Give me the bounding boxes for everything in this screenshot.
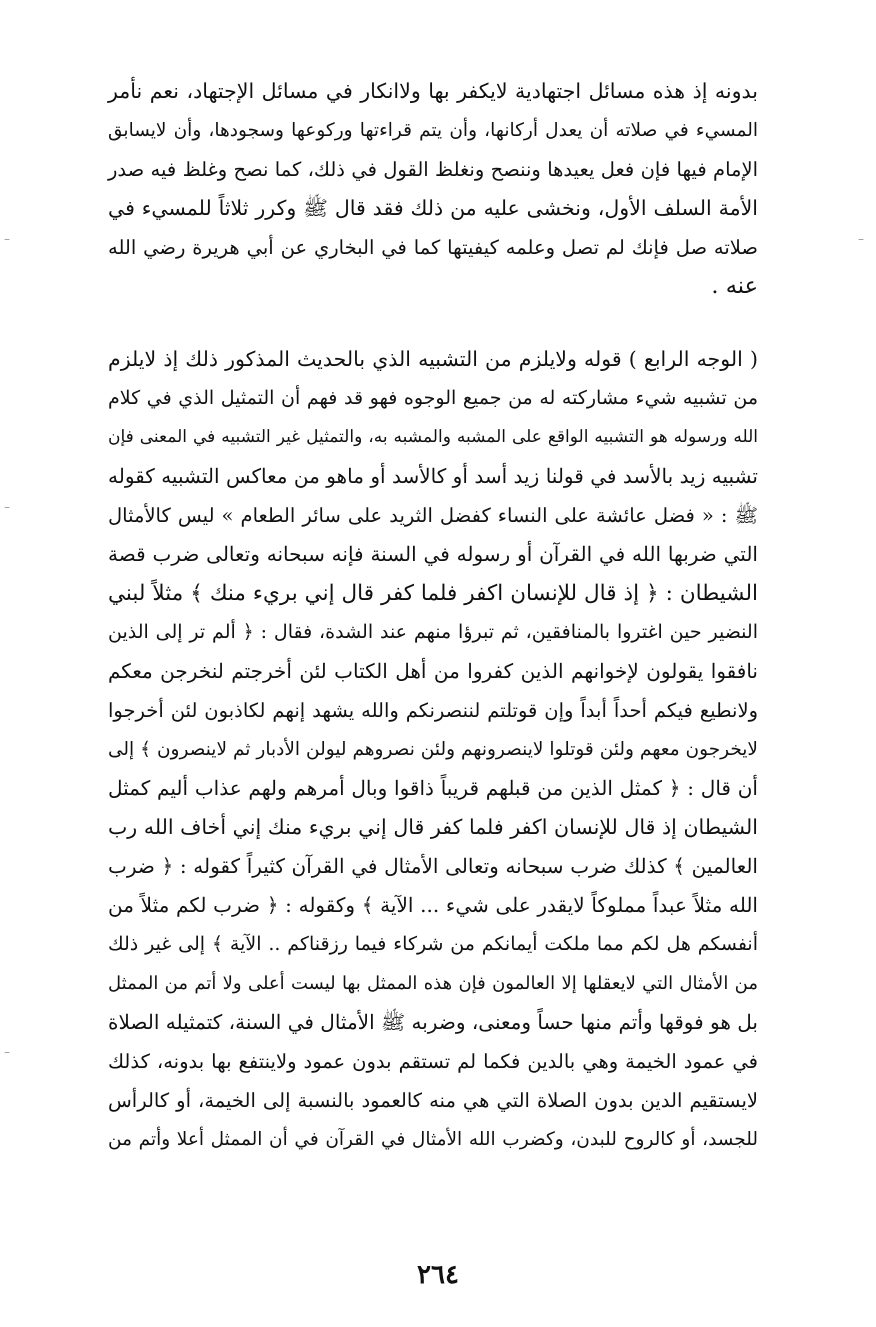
page-number: ٢٦٤ (417, 1260, 459, 1290)
text-line: للجسد، أو كالروح للبدن، وكضرب الله الأمثال في القرآن في أن الممثل أعلا وأتم من (108, 1129, 758, 1150)
text-line: صلاته صل فإنك لم تصل وعلمه كيفيتها كما في البخاري عن أبي هريرة رضي الله (108, 236, 758, 259)
margin-mark: – (4, 1045, 10, 1059)
text-line: في عمود الخيمة وهي بالدين فكما لم تستقم بدون عمود ولاينتفع بها بدونه، كذلك (108, 1050, 758, 1073)
text-line: النضير حين اغتروا بالمنافقين، ثم تبرؤا منهم عند الشدة، فقال : ﴿ ألم تر إلى الذين (108, 621, 758, 643)
text-line: الله ورسوله هو التشبيه الواقع على المشبه والمشبه به، والتمثيل غير التشبيه في المعنى فإن (108, 427, 758, 447)
text-line: ﷺ : « فضل عائشة على النساء كفضل الثريد على سائر الطعام » ليس كالأمثال (108, 504, 758, 527)
text-line: أنفسكم هل لكم مما ملكت أيمانكم من شركاء فيما رزقناكم .. الآية ﴾ إلى غير ذلك (108, 933, 758, 955)
text-line: نافقوا يقولون لإخوانهم الذين كفروا من أهل الكتاب لئن أخرجتم لنخرجن معكم (108, 659, 758, 683)
margin-mark: – (4, 232, 10, 246)
paragraph-2 (108, 340, 758, 1159)
text-line: ( الوجه الرابع ) قوله ولايلزم من التشبيه الذي بالحديث المذكور ذلك إذ لايلزم (108, 347, 758, 371)
text-line: التي ضربها الله في القرآن أو رسوله في السنة فإنه سبحانه وتعالى ضرب قصة (108, 542, 758, 566)
text-line: الإمام فيها فإن فعل يعيدها وننصح ونغلظ القول في ذلك، كما نصح وغلظ فيه صدر (108, 158, 758, 181)
text-line: ولانطيع فيكم أحداً أبداً وإن قوتلتم لننصرنكم والله يشهد إنهم لكاذبون لئن أخرجوا (108, 699, 758, 722)
text-line: تشبيه زيد بالأسد في قولنا زيد أسد أو كالأسد أو ماهو من معاكس التشبيه كقوله (108, 464, 758, 488)
text-line: بل هو فوقها وأتم منها حساً ومعنى، وضربه ﷺ الأمثال في السنة، كتمثيله الصلاة (108, 1010, 758, 1034)
text-line: الله مثلاً عبداً مملوكاً لايقدر على شيء ... الآية ﴾ وكقوله : ﴿ ضرب لكم مثلاً من (108, 893, 758, 917)
margin-mark: – (858, 232, 864, 246)
text-line: بدونه إذ هذه مسائل اجتهادية لايكفر بها ولاانكار في مسائل الإجتهاد، نعم نأمر (108, 79, 758, 103)
text-line: أن قال : ﴿ كمثل الذين من قبلهم قريباً ذاقوا وبال أمرهم ولهم عذاب أليم كمثل (108, 776, 758, 800)
text-line: لايخرجون معهم ولئن قوتلوا لاينصرونهم ولئن نصروهم ليولن الأدبار ثم لاينصرون ﴾ إلى (108, 739, 758, 760)
text-line: من تشبيه شيء مشاركته له من جميع الوجوه فهو قد فهم أن التمثيل الذي في كلام (108, 387, 758, 409)
margin-mark: – (4, 500, 10, 514)
text-line: من الأمثال التي لايعقلها إلا العالمون فإن هذه الممثل بها ليست أعلى ولا أتم من الممثل (108, 973, 758, 994)
text-line: عنه . (711, 273, 758, 299)
text-line: الشيطان إذ قال للإنسان اكفر فلما كفر قال إني بريء منك إني أخاف الله رب (108, 815, 758, 839)
text-line: الأمة السلف الأول، ونخشى عليه من ذلك فقد قال ﷺ وكرر ثلاثاً للمسيء في (108, 196, 758, 220)
text-line: العالمين ﴾ كذلك ضرب سبحانه وتعالى الأمثال في القرآن كثيراً كقوله : ﴿ ضرب (108, 854, 758, 878)
paragraph-1 (108, 72, 758, 306)
text-line: لايستقيم الدين بدون الصلاة التي هي منه كالعمود بالنسبة إلى الخيمة، أو كالرأس (108, 1089, 758, 1112)
text-line: المسيء في صلاته أن يعدل أركانها، وأن يتم قراءتها وركوعها وسجودها، وأن لايسابق (108, 120, 758, 141)
text-line: الشيطان : ﴿ إذ قال للإنسان اكفر فلما كفر قال إني بريء منك ﴾ مثلاً لبني (108, 581, 758, 606)
